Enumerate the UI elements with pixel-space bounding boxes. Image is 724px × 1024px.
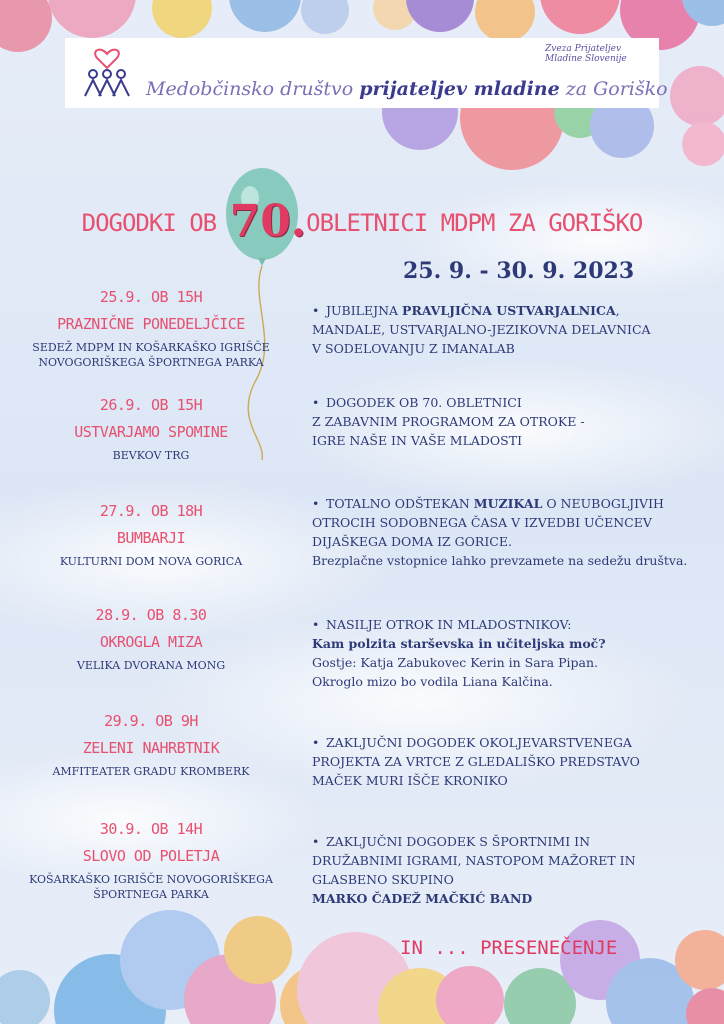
page-title: DOGODKI OB 70.OBLETNICI MDPM ZA GORIŠKO [81,196,643,247]
event-description: • ZAKLJUČNI DOGODEK S ŠPORTNIMI IN DRUŽABNIMI IGRAMI, NASTOPOM MAŽORET IN GLASBENO SKUPINO MARKO ČADEŽ MAČKIĆ BAND [312,834,636,906]
event-item [20,606,282,673]
event-place: SEDEŽ MDPM IN KOŠARKAŠKO IGRIŠČE NOVOGORIŠKEGA ŠPORTNEGA PARKA [32,341,270,369]
society-logo-icon [79,40,135,100]
event-name: ZELENI NAHRBTNIK [82,739,220,757]
event-place: BEVKOV TRG [112,449,190,462]
event-time: 26.9. OB 15H [99,396,203,414]
event-item [20,502,282,569]
event-name: SLOVO OD POLETJA [82,847,220,865]
bullet-icon: • [312,617,320,632]
event-description: • JUBILEJNA PRAVLJIČNA USTVARJALNICA, MANDALE, USTVARJALNO-JEZIKOVNA DELAVNICA V SODELOVANJU Z IMANALAB [312,303,651,356]
event-place: KULTURNI DOM NOVA GORICA [59,555,243,568]
anniversary-number: 70. [229,196,307,247]
event-name: OKROGLA MIZA [99,633,203,651]
date-range: 25. 9. - 30. 9. 2023 [403,258,635,284]
event-place: AMFITEATER GRADU KROMBERK [52,765,250,778]
event-time: 29.9. OB 9H [104,712,198,730]
zveza-logo: Zveza Prijateljev Mladine Slovenije [545,44,627,64]
event-description: • ZAKLJUČNI DOGODEK OKOLJEVARSTVENEGA PROJEKTA ZA VRTCE Z GLEDALIŠKO PREDSTAVO MAČEK MURI IŠČE KRONIKO [312,735,640,788]
event-description: • NASILJE OTROK IN MLADOSTNIKOV: Kam polzita starševska in učiteljska moč? Gostje: Katja Zabukovec Kerin in Sara Pipan. Okroglo mizo bo vodila Liana Kalčina. [312,617,606,689]
event-time: 25.9. OB 15H [99,288,203,306]
event-name: USTVARJAMO SPOMINE [74,423,228,441]
bullet-icon: • [312,303,320,318]
event-time: 28.9. OB 8.30 [95,606,207,624]
event-name: PRAZNIČNE PONEDELJČICE [57,315,245,333]
event-item [20,820,282,902]
event-item [20,396,282,463]
event-place: KOŠARKAŠKO IGRIŠČE NOVOGORIŠKEGA ŠPORTNEGA PARKA [29,873,273,901]
event-time: 27.9. OB 18H [99,502,203,520]
event-item [20,288,282,370]
bullet-icon: • [312,496,320,511]
event-description: • DOGODEK OB 70. OBLETNICI Z ZABAVNIM PROGRAMOM ZA OTROKE - IGRE NAŠE IN VAŠE MLADOSTI [312,395,585,448]
bullet-icon: • [312,834,320,849]
event-time: 30.9. OB 14H [99,820,203,838]
event-place: VELIKA DVORANA MONG [76,659,226,672]
event-item [20,712,282,779]
event-description: • TOTALNO ODŠTEKAN MUZIKAL O NEUBOGLJIVIH OTROCIH SODOBNEGA ČASA V IZVEDBI UČENCEV DIJAŠKEGA DOMA IZ GORICE. Brezplačne vstopnice lahko prevzamete na sedežu društva. [312,496,688,568]
organization-name: Medobčinsko društvo prijateljev mladine za Goriško [146,78,668,100]
surprise-note: IN ... PRESENEČENJE [400,937,618,959]
event-name: BUMBARJI [116,529,186,547]
bullet-icon: • [312,735,320,750]
bullet-icon: • [312,395,320,410]
